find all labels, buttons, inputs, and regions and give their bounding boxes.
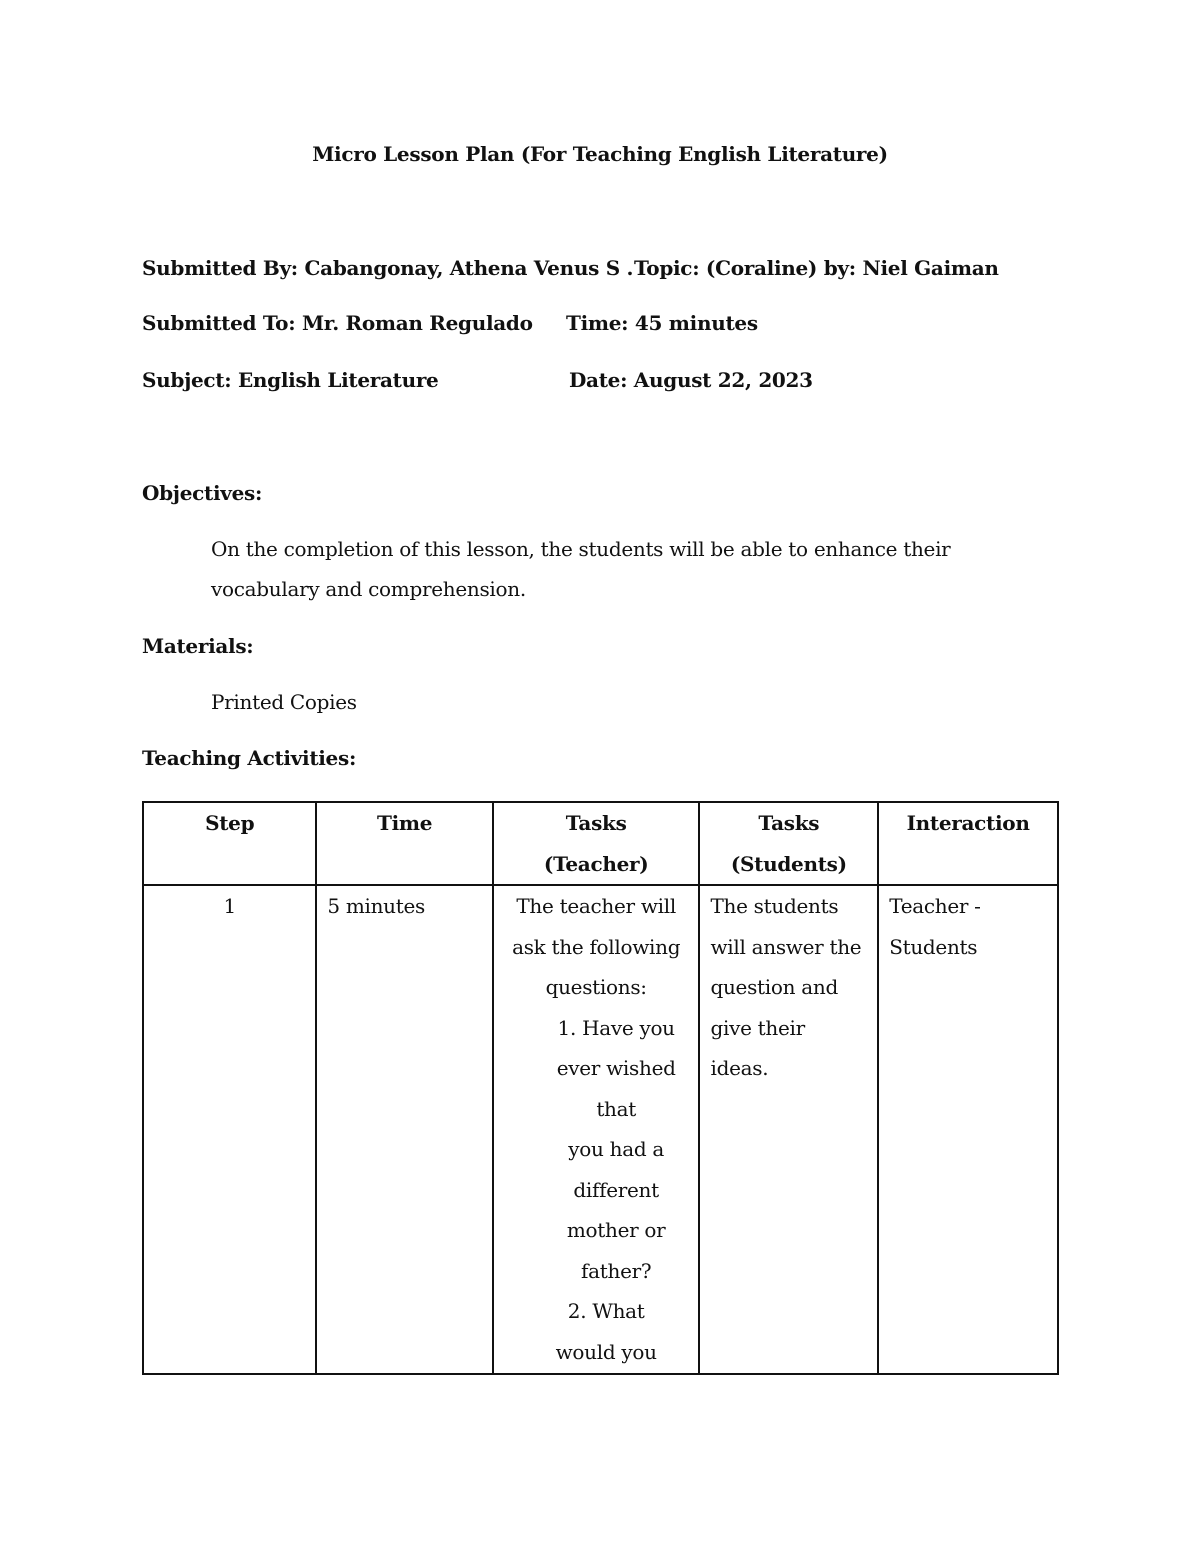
students-line: The students [710,894,839,918]
teacher-line: father? [581,1258,652,1283]
table-header-row [143,802,1058,885]
objectives-text: On the completion of this lesson, the students will be able to enhance their vocabulary and comprehension. [211,537,951,601]
teaching-activities-heading: Teaching Activities: [142,746,357,770]
teacher-line: The teacher will [516,894,676,918]
teacher-line: ask the following [512,934,681,959]
table-row [143,885,1058,1374]
materials-text: Printed Copies [211,690,357,714]
students-line: give their ideas. [710,1015,805,1080]
teacher-line: 1. Have you [557,1015,675,1040]
header-tasks-students [699,802,878,885]
submitted-by: Submitted By: Cabangonay, Athena Venus S . [142,256,634,280]
materials-heading: Materials: [142,634,254,658]
students-line: will answer the [710,934,862,959]
header-tasks-teacher-line1: Tasks [565,811,627,835]
teacher-line: mother or [566,1218,666,1242]
header-tasks-teacher [493,802,700,885]
students-line: question and [710,975,838,999]
teacher-line: you had a [568,1137,665,1161]
subject: Subject: English Literature [142,368,439,392]
interaction-line: Students [889,934,978,959]
header-step: Step [143,802,316,885]
teacher-line: 2. What [567,1299,645,1323]
cell-time: 5 minutes [316,885,493,1374]
header-tasks-students-line2: (Students) [730,851,847,876]
header-time: Time [316,802,493,885]
teaching-activities-table [142,801,1059,1375]
teacher-line: that [596,1096,636,1121]
header-tasks-students-line1: Tasks [758,811,820,835]
topic: Topic: (Coraline) by: Niel Gaiman [634,256,999,280]
objectives-heading: Objectives: [142,481,263,505]
teacher-line: different [573,1177,659,1202]
time-allotment: Time: 45 minutes [566,311,758,335]
date: Date: August 22, 2023 [569,368,813,392]
teacher-line: would you [555,1339,657,1364]
cell-tasks-teacher [493,885,700,1374]
cell-tasks-students [699,885,878,1374]
cell-interaction [878,885,1058,1374]
header-tasks-teacher-line2: (Teacher) [543,851,649,876]
submitted-to: Submitted To: Mr. Roman Regulado [142,311,533,335]
teacher-line: questions: [545,975,647,999]
interaction-line: Teacher - [889,894,981,918]
page-title: Micro Lesson Plan (For Teaching English Literature) [312,142,888,166]
header-interaction: Interaction [878,802,1058,885]
teacher-line: ever wished [556,1056,676,1080]
cell-step: 1 [143,885,316,1374]
